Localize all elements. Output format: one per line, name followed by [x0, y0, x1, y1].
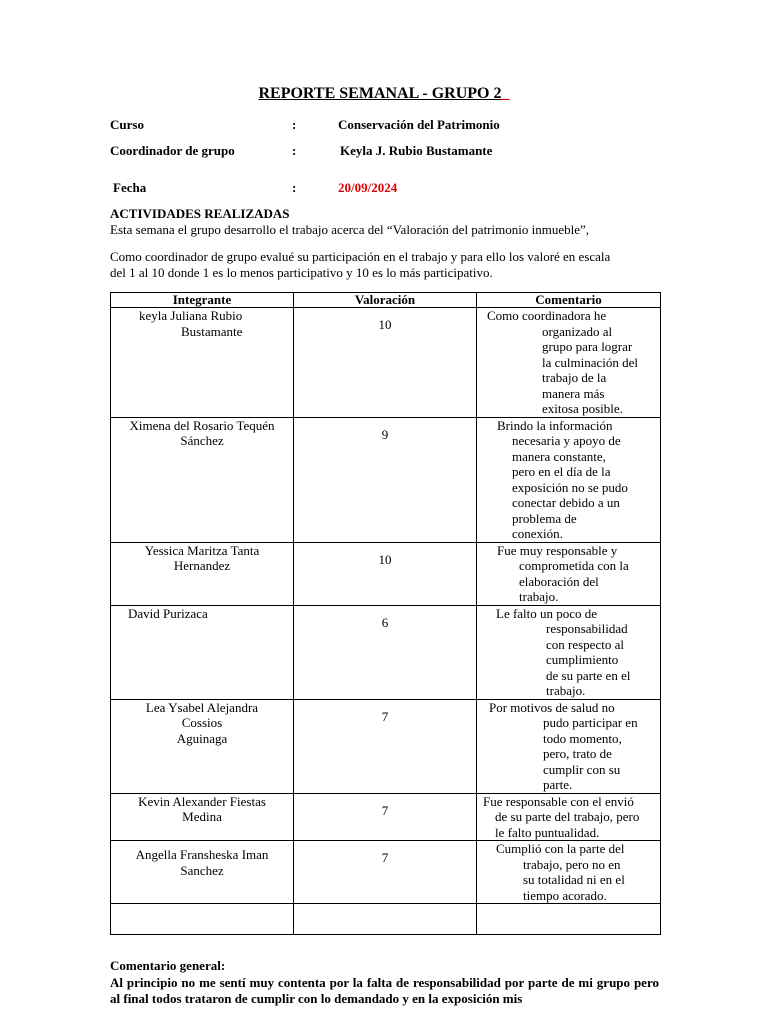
fecha-value: 20/09/2024: [338, 180, 398, 195]
comentario-cell: Por motivos de salud no pudo participar en todo momento, pero, trato de cumplir con su parte.: [477, 699, 661, 793]
integrante-cell: David Purizaca: [111, 605, 294, 699]
comentario-cell: Fue muy responsable y comprometida con la elaboración del trabajo.: [477, 542, 661, 605]
actividades-para-2-line-1: Como coordinador de grupo evalué su participación en el trabajo y para ello los valoré en escala: [110, 249, 611, 264]
comentario-cell: Brindo la información necesaria y apoyo de manera constante, pero en el día de la exposición no se pudo conectar debido a un problema de conexión.: [477, 417, 661, 542]
empty-cell: [294, 904, 477, 935]
coordinador-value: Keyla J. Rubio Bustamante: [340, 143, 493, 158]
comentario-cell: Como coordinadora he organizado al grupo para lograr la culminación del trabajo de la manera más exitosa posible.: [477, 308, 661, 418]
title-trailing-mark: _: [501, 85, 510, 102]
header-valoracion: Valoración: [294, 293, 477, 308]
empty-cell: [111, 904, 294, 935]
integrante-cell: Ximena del Rosario Tequén Sánchez: [111, 417, 294, 542]
integrante-cell: Kevin Alexander Fiestas Medina: [111, 793, 294, 841]
actividades-heading: ACTIVIDADES REALIZADAS: [110, 206, 290, 221]
header-comentario: Comentario: [477, 293, 661, 308]
fecha-separator: :: [292, 180, 297, 195]
table-row: [111, 308, 661, 418]
evaluation-table: [110, 292, 661, 935]
empty-cell: [477, 904, 661, 935]
valoracion-cell: 10: [294, 542, 477, 605]
valoracion-cell: 7: [294, 793, 477, 841]
table-row-empty: [111, 904, 661, 935]
coordinador-label: Coordinador de grupo: [110, 143, 235, 158]
valoracion-cell: 10: [294, 308, 477, 418]
table-row: [111, 417, 661, 542]
curso-label: Curso: [110, 117, 144, 132]
title-group-number: 2: [493, 85, 502, 102]
integrante-cell: keyla Juliana Rubio Bustamante: [111, 308, 294, 418]
general-comment-text: Al principio no me sentí muy contenta por la falta de responsabilidad por parte de mi grupo pero al final todos trataron de cumplir con lo demandado y en la exposición mis: [110, 975, 659, 1006]
actividades-line-1: Esta semana el grupo desarrollo el trabajo acerca del “Valoración del patrimonio inmueble”,: [110, 222, 589, 237]
table-row: [111, 605, 661, 699]
integrante-cell: Angella Fransheska Iman Sanchez: [111, 841, 294, 904]
table-row: [111, 793, 661, 841]
comentario-cell: Fue responsable con el envió de su parte del trabajo, pero le falto puntualidad.: [477, 793, 661, 841]
valoracion-cell: 6: [294, 605, 477, 699]
actividades-para-2-line-2: del 1 al 10 donde 1 es lo menos participativo y 10 es lo más participativo.: [110, 265, 493, 280]
valoracion-cell: 7: [294, 841, 477, 904]
curso-separator: :: [292, 117, 297, 132]
comentario-cell: Le falto un poco de responsabilidad con respecto al cumplimiento de su parte en el trabajo.: [477, 605, 661, 699]
table-header-row: [111, 293, 661, 308]
integrante-cell: Lea Ysabel Alejandra Cossios Aguinaga: [111, 699, 294, 793]
comentario-cell: Cumplió con la parte del trabajo, pero no en su totalidad ni en el tiempo acorado.: [477, 841, 661, 904]
table-row: [111, 699, 661, 793]
coordinador-separator: :: [292, 143, 297, 158]
fecha-label: Fecha: [113, 180, 147, 195]
valoracion-cell: 9: [294, 417, 477, 542]
page-title: [0, 85, 768, 103]
table-row: [111, 542, 661, 605]
general-comment-label: Comentario general:: [110, 958, 226, 973]
title-main: REPORTE SEMANAL - GRUPO: [258, 85, 490, 102]
table-row: [111, 841, 661, 904]
curso-value: Conservación del Patrimonio: [338, 117, 500, 132]
header-integrante: Integrante: [111, 293, 294, 308]
integrante-cell: Yessica Maritza Tanta Hernandez: [111, 542, 294, 605]
valoracion-cell: 7: [294, 699, 477, 793]
